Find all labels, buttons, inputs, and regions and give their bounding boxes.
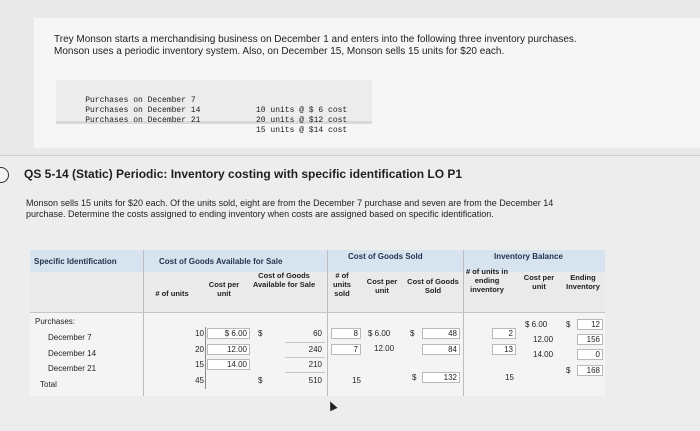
col-header-end-cost-per-unit: Cost per unit (523, 273, 555, 291)
avail-units-cell: 15 (195, 360, 204, 369)
ending-inventory-input[interactable]: 156 (577, 334, 603, 345)
intro-line-2: Monson uses a periodic inventory system. Also, on December 15, Monson sells 15 units for $20 each. (54, 46, 505, 57)
col-header-cost-per-unit: Cost per unit (208, 280, 240, 298)
sold-cost-input[interactable]: 48 (422, 328, 460, 339)
col-divider (143, 250, 144, 396)
end-cost-per-unit-cell: $ 6.00 (525, 320, 548, 329)
col-header-ending-inventory: Ending Inventory (566, 273, 600, 291)
col-header-sold-cost-per-unit: Cost per unit (366, 277, 398, 295)
purchase-detail: 10 units @ $ 6 cost (256, 106, 348, 115)
row-line (285, 342, 325, 343)
col-header-units: # of units (155, 289, 189, 298)
ending-inventory-input[interactable]: 12 (577, 319, 603, 330)
row-line (285, 372, 325, 373)
end-dollar-sign: $ (566, 320, 571, 329)
avail-cost-per-unit-cell: 14.00 (207, 359, 250, 370)
avail-cost-cell: 210 (308, 360, 322, 369)
row-divider (30, 312, 605, 313)
avail-cost-cell: 240 (308, 345, 322, 354)
ending-inventory-input[interactable]: 0 (577, 349, 603, 360)
question-description (26, 198, 696, 220)
sold-cost-total-input[interactable]: 132 (422, 372, 460, 383)
avail-cost-total: 510 (308, 376, 322, 385)
end-cost-per-unit-cell: 14.00 (533, 350, 554, 359)
sold-cost-input[interactable]: 84 (422, 344, 460, 355)
avail-cost-per-unit-cell: 12.00 (207, 344, 250, 355)
sold-units-total: 15 (352, 376, 361, 385)
end-cost-per-unit-cell: 12.00 (533, 335, 554, 344)
row-line (285, 357, 325, 358)
row-label-december-21: December 21 (48, 364, 97, 373)
problem-intro (54, 34, 674, 58)
header-cost-available: Cost of Goods Available for Sale (159, 257, 283, 266)
end-total-dollar-sign: $ (566, 366, 571, 375)
avail-dollar-sign: $ (258, 329, 263, 338)
avail-total-dollar-sign: $ (258, 376, 263, 385)
col-header-cost-of-goods-sold: Cost of Goods Sold (407, 277, 459, 295)
avail-units-cell: 10 (195, 329, 204, 338)
ending-units-input[interactable]: 13 (492, 344, 516, 355)
cell-edge (205, 327, 206, 389)
header-inventory-balance: Inventory Balance (494, 252, 563, 261)
row-label-december-7: December 7 (48, 333, 92, 342)
col-header-units-sold: # of units sold (333, 271, 351, 298)
row-label-december-14: December 14 (48, 349, 97, 358)
intro-line-1: Trey Monson starts a merchandising business on December 1 and enters into the following three inventory purchases. (54, 34, 577, 45)
sold-total-dollar-sign: $ (412, 373, 417, 382)
purchase-detail: 20 units @ $12 cost (256, 116, 348, 125)
ending-inventory-total-input[interactable]: 168 (577, 365, 603, 376)
sold-cost-per-unit-cell: 12.00 (374, 344, 395, 353)
purchase-label: Purchases on December 14 (85, 106, 201, 115)
col-header-units-ending: # of units in ending inventory (465, 267, 509, 294)
header-specific-identification: Specific Identification (34, 257, 117, 266)
desc-line-1: Monson sells 15 units for $20 each. Of the units sold, eight are from the December 7 purchase and seven are from the December 14 (26, 198, 554, 208)
desc-line-2: purchase. Determine the costs assigned to ending inventory when costs are assigned based on specific identification. (26, 209, 494, 219)
ending-units-input[interactable]: 2 (492, 328, 516, 339)
sold-units-input[interactable]: 7 (331, 344, 361, 355)
col-header-cogafs: Cost of Goods Available for Sale (252, 271, 316, 289)
purchases-box (56, 80, 372, 135)
row-label-total: Total (40, 380, 57, 389)
purchase-label: Purchases on December 7 (85, 96, 196, 105)
avail-cost-per-unit-cell: $ 6.00 (207, 328, 250, 339)
avail-units-cell: 20 (195, 345, 204, 354)
avail-units-cell: 45 (195, 376, 204, 385)
row-label-purchases: Purchases: (35, 317, 76, 326)
header-cost-sold: Cost of Goods Sold (348, 252, 423, 261)
sold-units-input[interactable]: 8 (331, 328, 361, 339)
ending-units-total: 15 (505, 373, 514, 382)
sold-dollar-sign: $ (410, 329, 415, 338)
sold-cost-per-unit-cell: $ 6.00 (368, 329, 391, 338)
purchase-label: Purchases on December 21 (85, 116, 201, 125)
purchase-detail: 15 units @ $14 cost (256, 126, 348, 135)
question-title: QS 5-14 (Static) Periodic: Inventory costing with specific identification LO P1 (24, 167, 463, 181)
avail-cost-cell: 60 (313, 329, 322, 338)
